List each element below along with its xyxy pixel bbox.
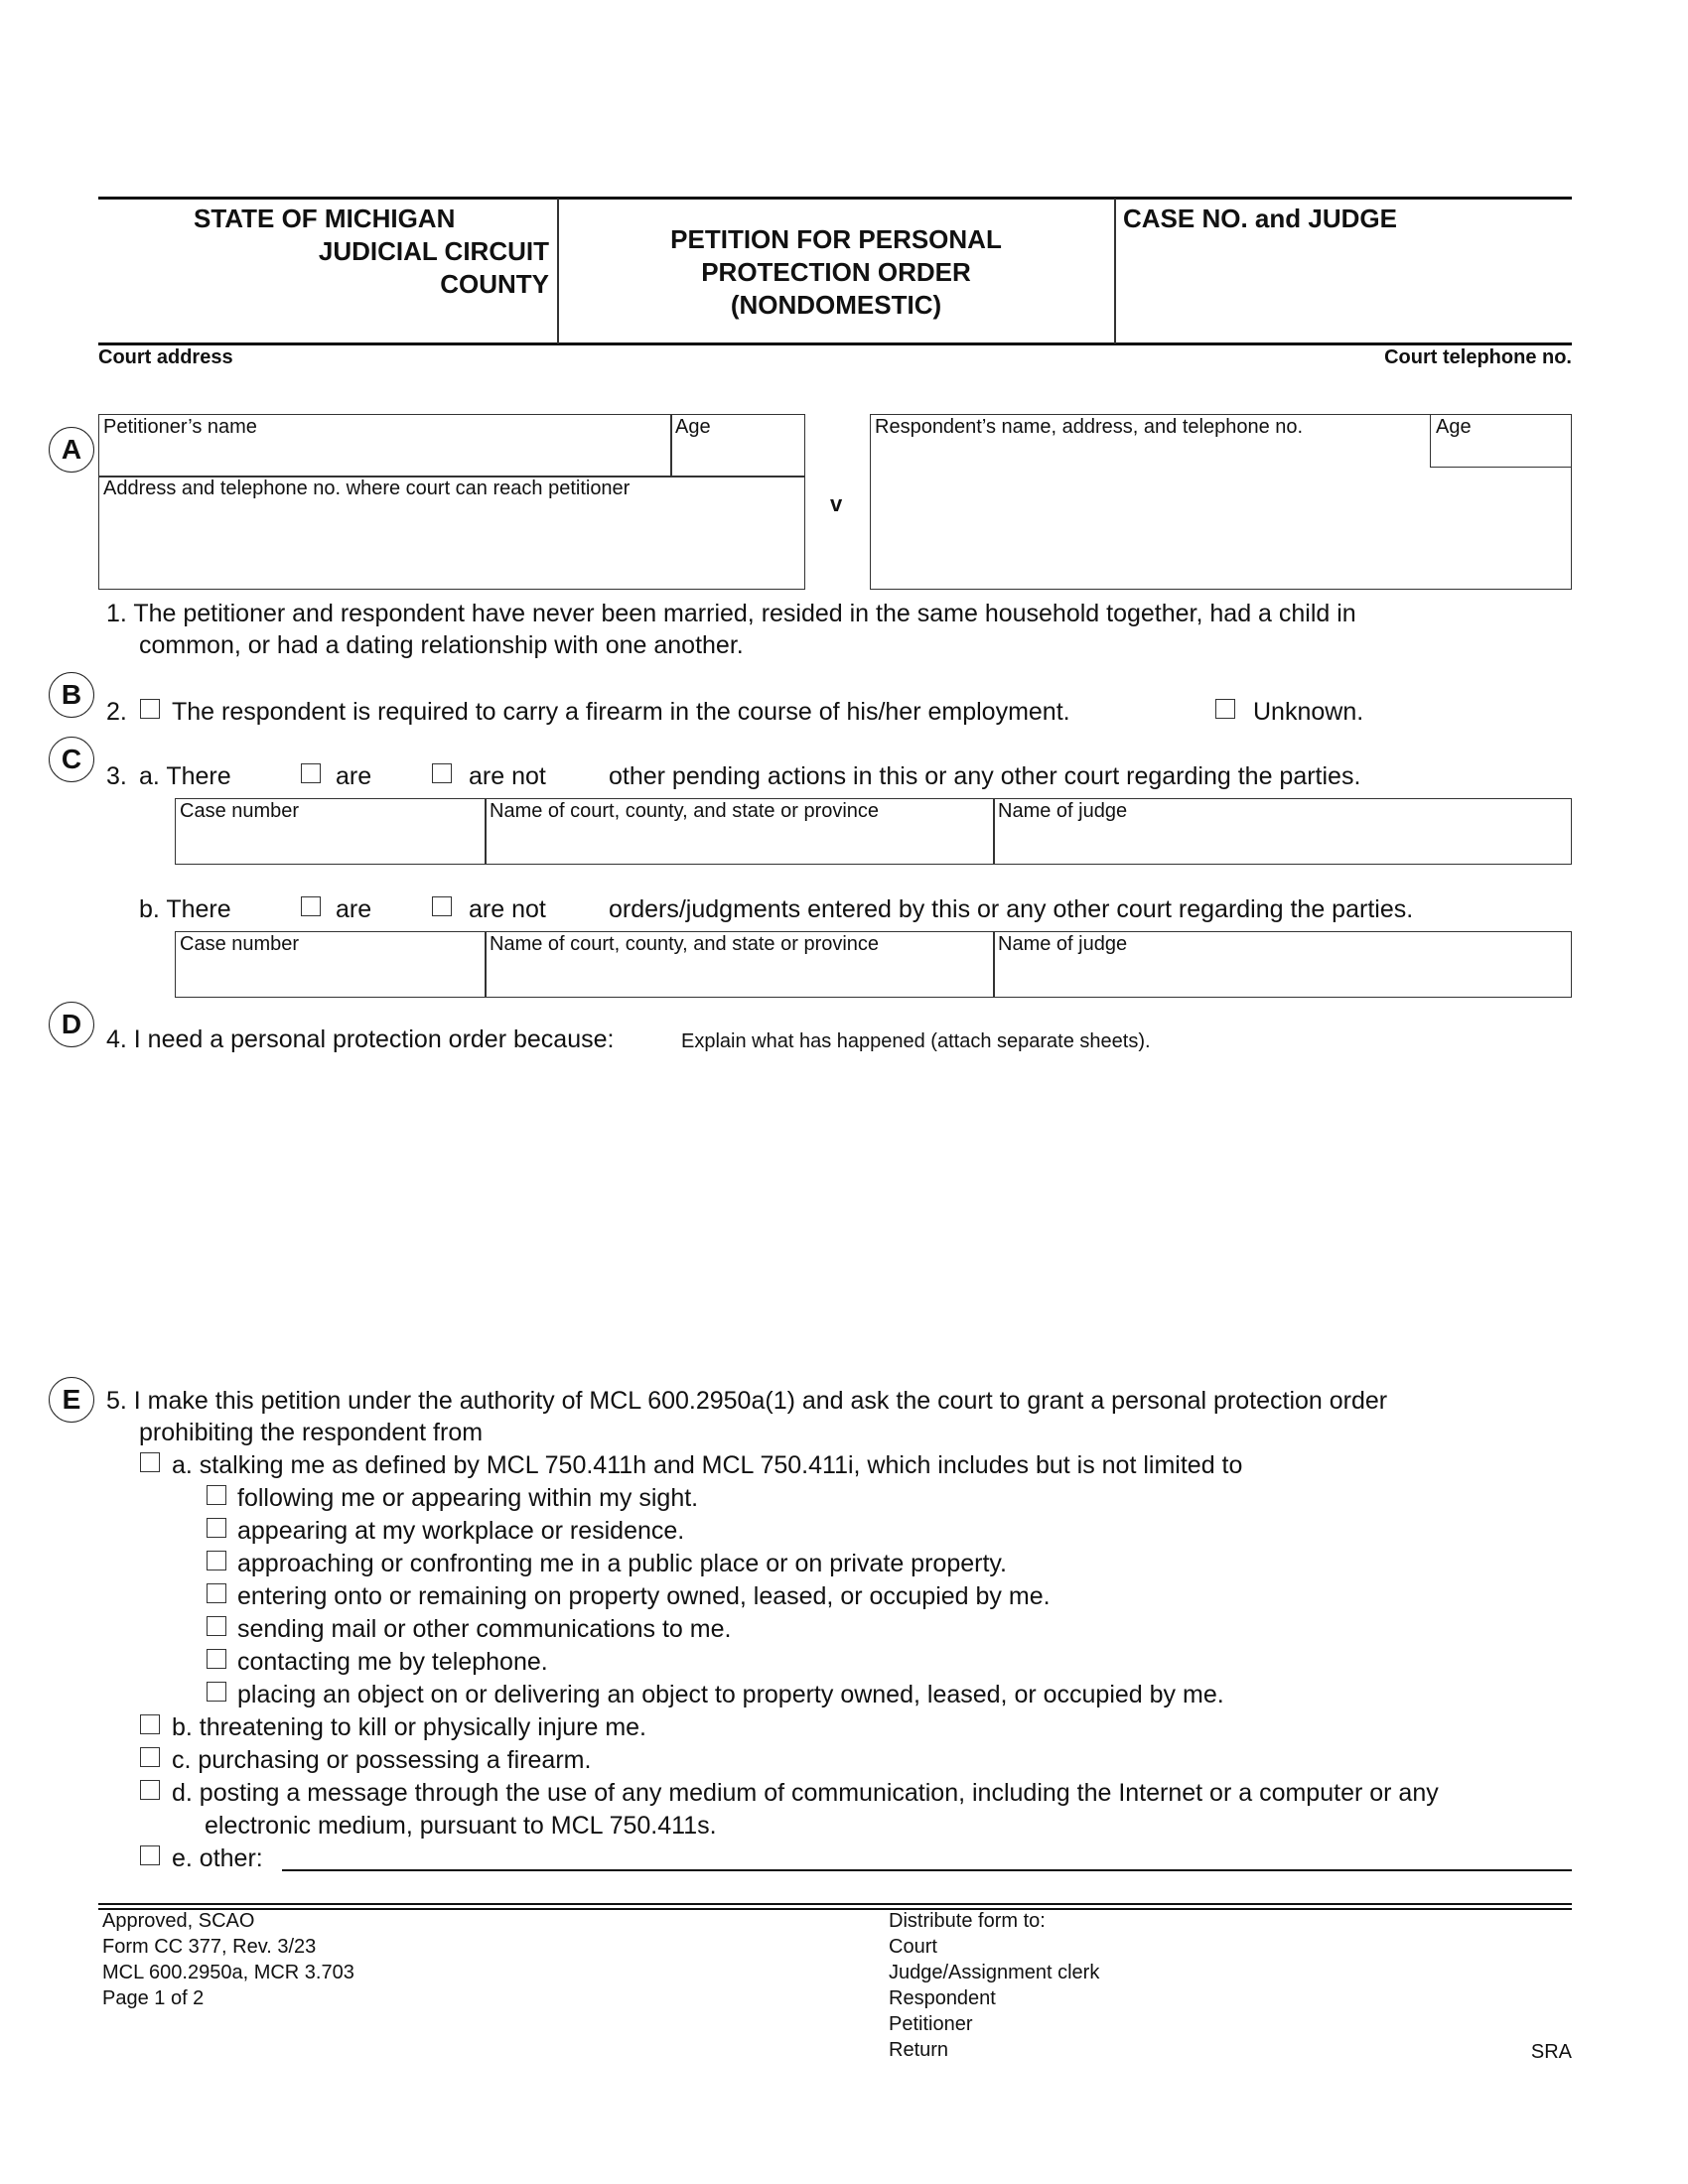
marker-a: A <box>49 427 94 473</box>
footer-authority: MCL 600.2950a, MCR 3.703 <box>102 1962 354 1983</box>
state-label: STATE OF MICHIGAN <box>194 204 456 233</box>
divider <box>485 798 487 865</box>
court-address-label: Court address <box>98 346 233 368</box>
marker-b: B <box>49 672 94 718</box>
unknown-checkbox[interactable] <box>1215 699 1235 719</box>
5b-checkbox[interactable] <box>140 1714 160 1734</box>
5a-checkbox[interactable] <box>140 1452 160 1472</box>
item3b-label: b. There <box>139 895 231 923</box>
distribute-item: Petitioner <box>889 2013 973 2035</box>
5a-sub-checkbox[interactable] <box>207 1583 226 1603</box>
firearm-checkbox[interactable] <box>140 699 160 719</box>
5a-sub-checkbox[interactable] <box>207 1551 226 1570</box>
marker-c: C <box>49 737 94 782</box>
form-title-line2: PROTECTION ORDER <box>701 257 971 287</box>
3a-are-checkbox[interactable] <box>301 763 321 783</box>
5a-text: a. stalking me as defined by MCL 750.411h and MCL 750.411i, which includes but is not limited to <box>172 1451 1243 1479</box>
5a-sub-text: sending mail or other communications to me. <box>237 1615 732 1643</box>
distribute-label: Distribute form to: <box>889 1910 1046 1932</box>
5a-sub-checkbox[interactable] <box>207 1682 226 1702</box>
3a-text: other pending actions in this or any other court regarding the parties. <box>609 762 1361 790</box>
5c-checkbox[interactable] <box>140 1747 160 1767</box>
item2-text: The respondent is required to carry a firearm in the course of his/her employment. <box>172 698 1070 726</box>
distribute-item: Judge/Assignment clerk <box>889 1962 1100 1983</box>
item3a-label: a. There <box>139 762 231 790</box>
3b-are-checkbox[interactable] <box>301 896 321 916</box>
header-top-rule <box>98 197 1572 200</box>
petitioner-address-field[interactable]: Address and telephone no. where court can reach petitioner <box>103 478 631 499</box>
marker-d: D <box>49 1002 94 1047</box>
footer-approved: Approved, SCAO <box>102 1910 255 1932</box>
5d-text-line2: electronic medium, pursuant to MCL 750.411s. <box>205 1812 717 1840</box>
divider <box>993 931 995 998</box>
item4-text: 4. I need a personal protection order because: <box>106 1025 615 1053</box>
item1-line2: common, or had a dating relationship with one another. <box>139 631 744 659</box>
5a-sub-checkbox[interactable] <box>207 1518 226 1538</box>
distribute-item: Respondent <box>889 1987 996 2009</box>
col-judge-name: Name of judge <box>998 933 1128 955</box>
5a-sub-text: contacting me by telephone. <box>237 1648 548 1676</box>
5e-checkbox[interactable] <box>140 1845 160 1865</box>
5d-text-line1: d. posting a message through the use of any medium of communication, including the Internet or a computer or any <box>172 1779 1439 1807</box>
3a-are-label: are <box>336 762 372 790</box>
footer-rule <box>98 1903 1572 1905</box>
unknown-label: Unknown. <box>1253 698 1364 726</box>
circuit-label: JUDICIAL CIRCUIT <box>318 236 549 266</box>
5a-sub-checkbox[interactable] <box>207 1649 226 1669</box>
form-title-line3: (NONDOMESTIC) <box>730 290 942 320</box>
col-court-name: Name of court, county, and state or province <box>490 800 880 822</box>
distribute-item: Court <box>889 1936 937 1958</box>
3b-are-not-label: are not <box>469 895 546 923</box>
petitioner-box[interactable] <box>98 414 805 590</box>
petitioner-name-field[interactable]: Petitioner’s name <box>103 416 257 438</box>
court-telephone-label: Court telephone no. <box>1384 346 1572 368</box>
col-case-number: Case number <box>180 800 300 822</box>
col-court-name: Name of court, county, and state or province <box>490 933 880 955</box>
item5-line2: prohibiting the respondent from <box>139 1419 484 1446</box>
col-judge-name: Name of judge <box>998 800 1128 822</box>
3b-are-not-checkbox[interactable] <box>432 896 452 916</box>
petitioner-age-field[interactable]: Age <box>675 416 711 438</box>
3a-are-not-checkbox[interactable] <box>432 763 452 783</box>
5a-sub-text: approaching or confronting me in a public place or on private property. <box>237 1550 1007 1577</box>
marker-e: E <box>49 1377 94 1423</box>
5a-sub-checkbox[interactable] <box>207 1616 226 1636</box>
respondent-age-field: Age <box>1436 416 1472 438</box>
versus-label: v <box>830 491 843 516</box>
footer-rule <box>98 1908 1572 1910</box>
5a-sub-checkbox[interactable] <box>207 1485 226 1505</box>
item3-number: 3. <box>106 762 127 790</box>
footer-page: Page 1 of 2 <box>102 1987 205 2009</box>
other-input-line[interactable] <box>282 1869 1572 1871</box>
5a-sub-text: entering onto or remaining on property owned, leased, or occupied by me. <box>237 1582 1051 1610</box>
form-code: SRA <box>1530 2041 1572 2063</box>
divider <box>670 414 672 477</box>
5d-checkbox[interactable] <box>140 1780 160 1800</box>
form-title-line1: PETITION FOR PERSONAL <box>670 224 1002 254</box>
footer-form-number: Form CC 377, Rev. 3/23 <box>102 1936 317 1958</box>
case-no-label: CASE NO. and JUDGE <box>1123 204 1397 233</box>
3a-are-not-label: are not <box>469 762 546 790</box>
col-case-number: Case number <box>180 933 300 955</box>
3b-text: orders/judgments entered by this or any other court regarding the parties. <box>609 895 1414 923</box>
5c-text: c. purchasing or possessing a firearm. <box>172 1746 592 1774</box>
item4-hint: Explain what has happened (attach separate sheets). <box>681 1030 1151 1052</box>
5e-text: e. other: <box>172 1844 263 1872</box>
5a-sub-text: appearing at my workplace or residence. <box>237 1517 685 1545</box>
3b-are-label: are <box>336 895 372 923</box>
header-bottom-rule <box>98 342 1572 345</box>
county-label: COUNTY <box>440 269 549 299</box>
5a-sub-text: placing an object on or delivering an object to property owned, leased, or occupied by me. <box>237 1681 1224 1708</box>
item1-line1: 1. The petitioner and respondent have never been married, resided in the same household together, had a child in <box>106 600 1356 627</box>
item5-line1: 5. I make this petition under the authority of MCL 600.2950a(1) and ask the court to grant a personal protection order <box>106 1387 1388 1415</box>
5a-sub-text: following me or appearing within my sight. <box>237 1484 699 1512</box>
5b-text: b. threatening to kill or physically injure me. <box>172 1713 647 1741</box>
distribute-item: Return <box>889 2039 949 2061</box>
divider <box>485 931 487 998</box>
item2-number: 2. <box>106 698 127 726</box>
respondent-field: Respondent’s name, address, and telephone no. <box>875 416 1304 438</box>
divider <box>993 798 995 865</box>
